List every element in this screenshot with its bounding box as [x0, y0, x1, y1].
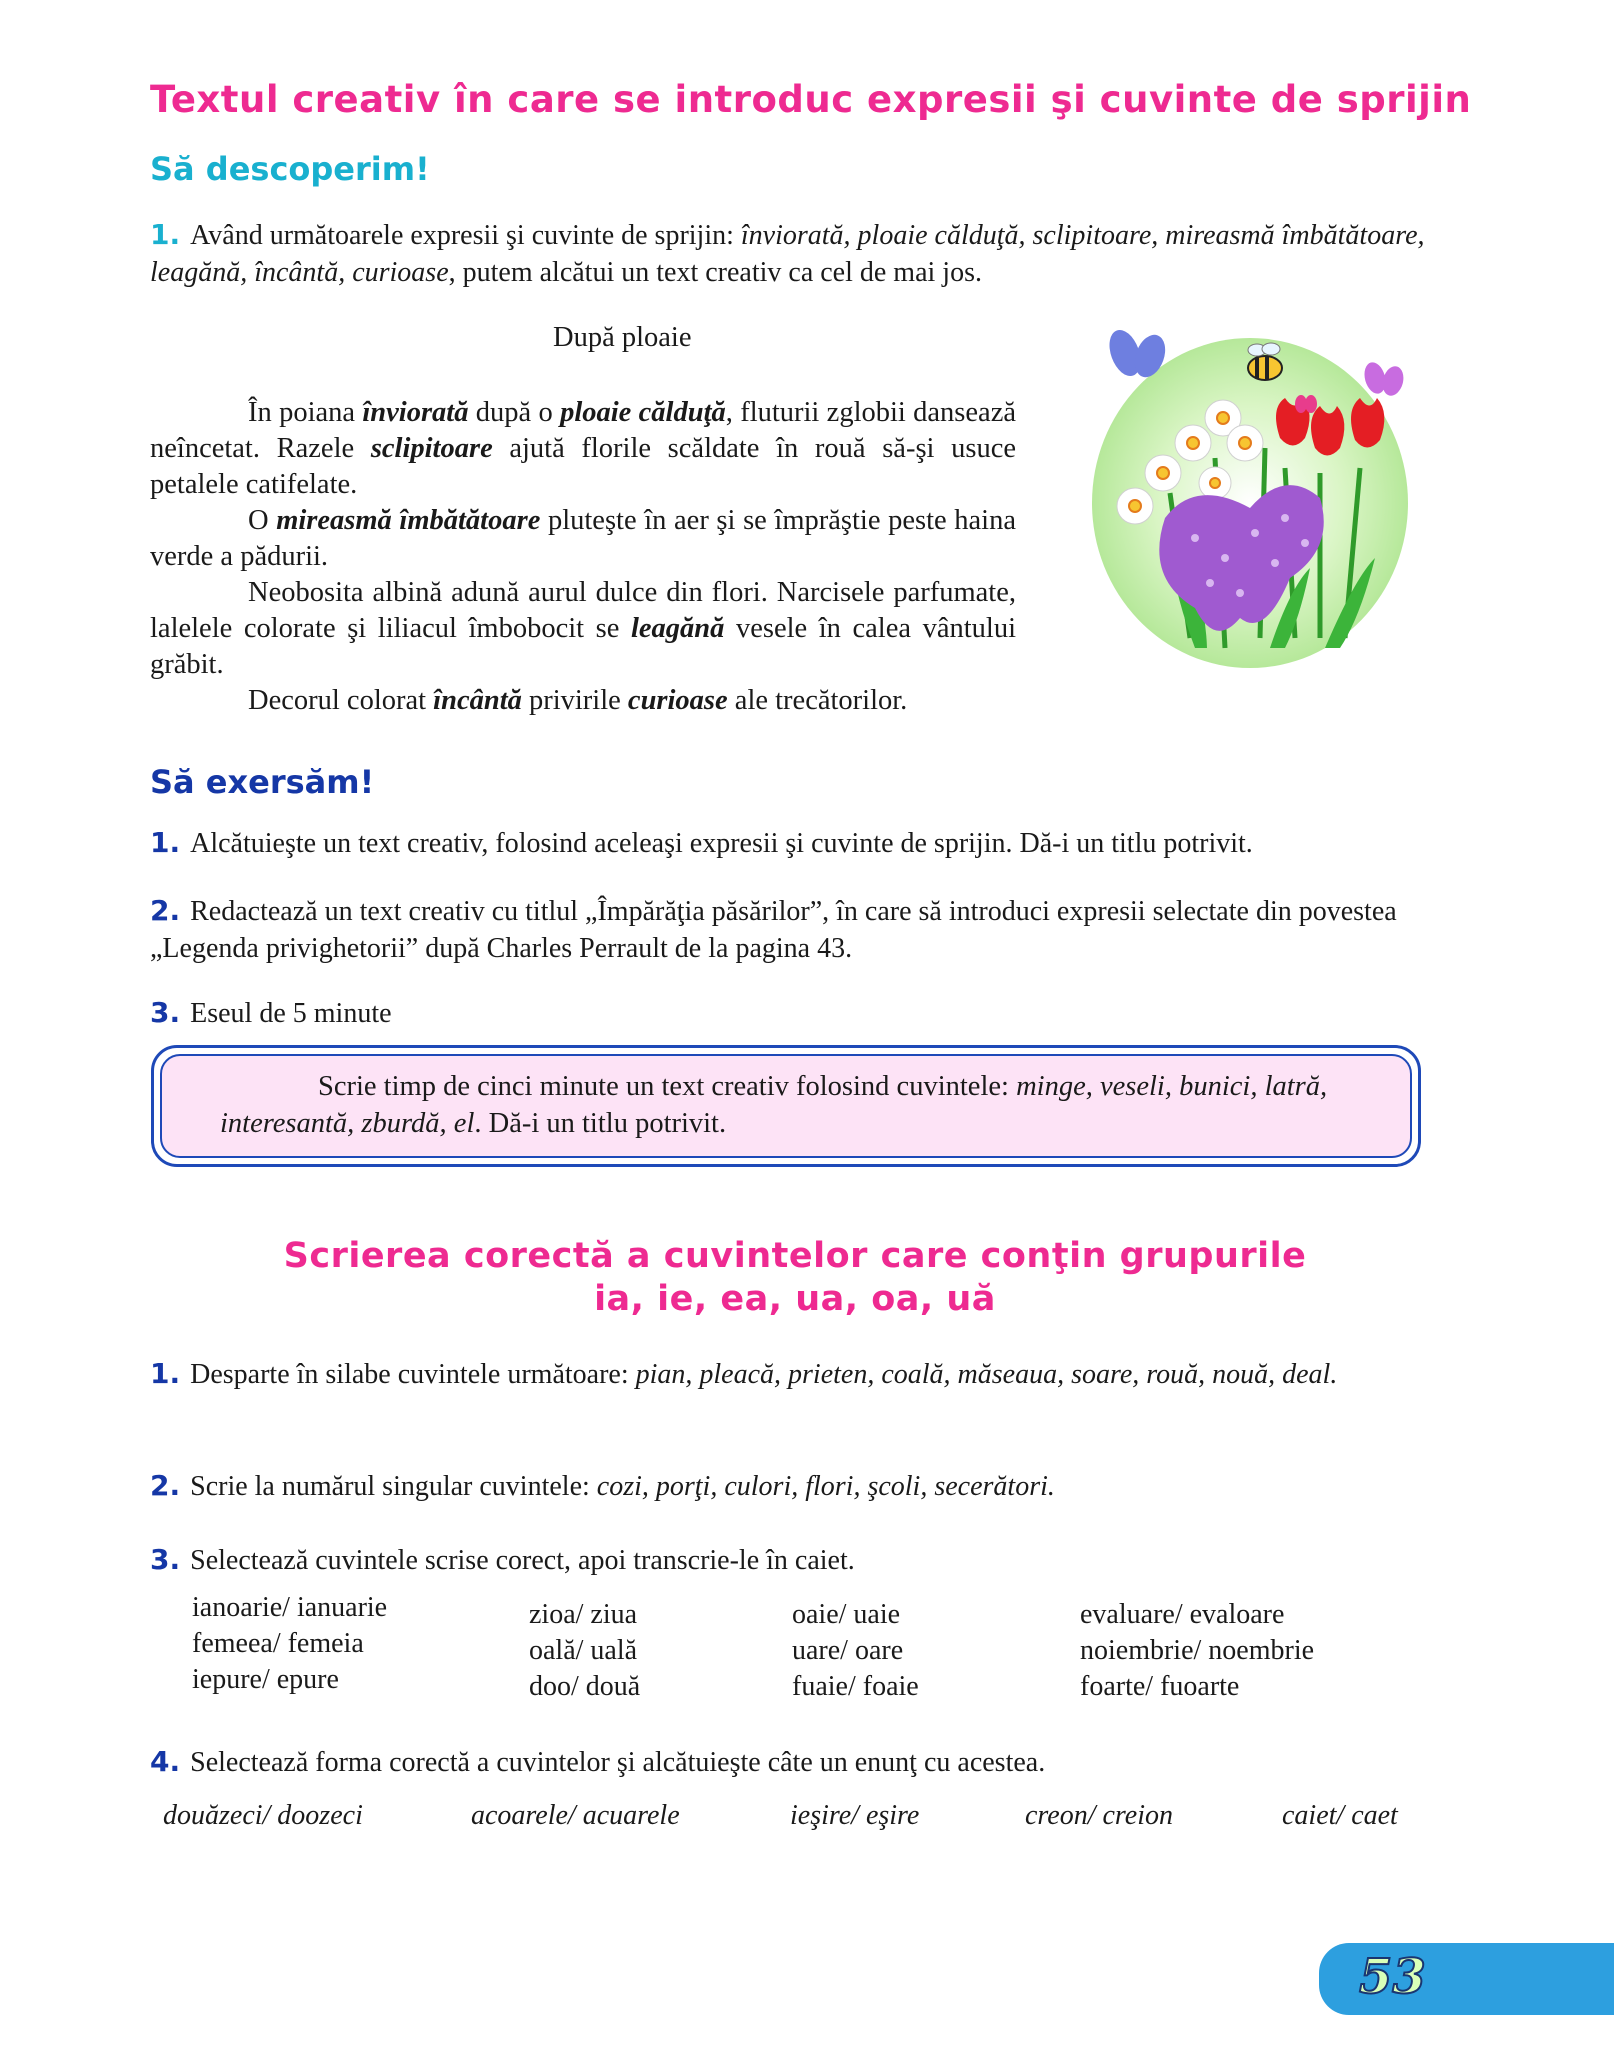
story-paragraph: În poiana înviorată după o ploaie călduţă, fluturii zglobii dansează neîncetat. Razele sclipitoare ajută florile scăldate în rouă să-şi usuce petalele catifelate.	[150, 397, 1016, 500]
word-row-4	[0, 1800, 1614, 1840]
page-number-tab	[1319, 1943, 1614, 2015]
story-paragraph: Neobosita albină adună aurul dulce din flori. Narcisele parfumate, lalelele colorate şi liliacul îmbobocit se leagănă vesele în calea vântului grăbit.	[150, 577, 1016, 680]
word-column-3: oaie/ uaie uare/ oare fuaie/ foaie	[792, 1599, 919, 1702]
word-column-2: zioa/ ziua oală/ uală doo/ două	[529, 1599, 641, 1702]
story-paragraph: O mireasmă îmbătătoare pluteşte în aer şi se împrăştie peste haina verde a pădurii.	[150, 505, 1017, 572]
story-text	[150, 395, 1016, 719]
item-number: 1.	[150, 218, 181, 251]
word-pair: acoarele/ acuarele	[471, 1800, 680, 1831]
section-title-spelling: Scrierea corectă a cuvintelor care conţin grupurile ia, ie, ea, ua, oa, uă	[283, 1236, 1307, 1319]
spelling-item-3: 3. Selectează cuvintele scrise corect, apoi transcrie-le în caiet.	[150, 1543, 855, 1576]
page-number: 53	[1359, 1949, 1426, 2005]
word-pair: creon/ creion	[1025, 1800, 1173, 1831]
word-pair: ieşire/ eşire	[790, 1800, 920, 1831]
exercise-item-1: 1. Alcătuieşte un text creativ, folosind aceleaşi expresii şi cuvinte de sprijin. Dă-i un titlu potrivit.	[150, 826, 1253, 859]
section-heading-exercise: Să exersăm!	[150, 763, 375, 801]
word-column-4: evaluare/ evaloare noiembrie/ noembrie foarte/ fuoarte	[1080, 1599, 1315, 1702]
flowers-illustration	[1075, 318, 1415, 678]
spelling-item-2: 2. Scrie la numărul singular cuvintele: cozi, porţi, culori, flori, şcoli, secerători.	[150, 1469, 1055, 1502]
section-heading-discover: Să descoperim!	[150, 150, 430, 188]
discover-item-1: 1. Având următoarele expresii şi cuvinte de sprijin: înviorată, ploaie călduţă, sclipitoare, mireasmă îmbătătoare, leagănă, încântă, curioase, putem alcătui un text creativ ca cel de mai jos.	[150, 218, 1425, 288]
page-title: Textul creativ în care se introduc expresii şi cuvinte de sprijin	[150, 78, 1472, 121]
word-column-1: ianoarie/ ianuarie femeea/ femeia iepure/ epure	[192, 1592, 388, 1695]
story-title: După ploaie	[553, 322, 692, 353]
spelling-item-1: 1. Desparte în silabe cuvintele următoare: pian, pleacă, prieten, coală, măseaua, soare, rouă, nouă, deal.	[150, 1357, 1338, 1390]
spelling-item-4: 4. Selectează forma corectă a cuvintelor şi alcătuieşte câte un enunţ cu acestea.	[150, 1745, 1046, 1778]
word-pair: caiet/ caet	[1282, 1800, 1398, 1831]
word-pair: douăzeci/ doozeci	[163, 1800, 363, 1831]
story-paragraph: Decorul colorat încântă privirile curioase ale trecătorilor.	[248, 685, 908, 716]
essay-box	[151, 1045, 1421, 1167]
exercise-item-3: 3. Eseul de 5 minute	[150, 996, 392, 1029]
exercise-item-2: 2. Redactează un text creativ cu titlul „Împărăţia păsărilor”, în care să introduci expresii selectate din povestea „Legenda privighetorii” după Charles Perrault de la pagina 43.	[150, 894, 1397, 964]
essay-box-text: Scrie timp de cinci minute un text creativ folosind cuvintele: minge, veseli, bunici, latră, interesantă, zburdă, el. Dă-i un titlu potrivit.	[160, 1054, 1412, 1158]
